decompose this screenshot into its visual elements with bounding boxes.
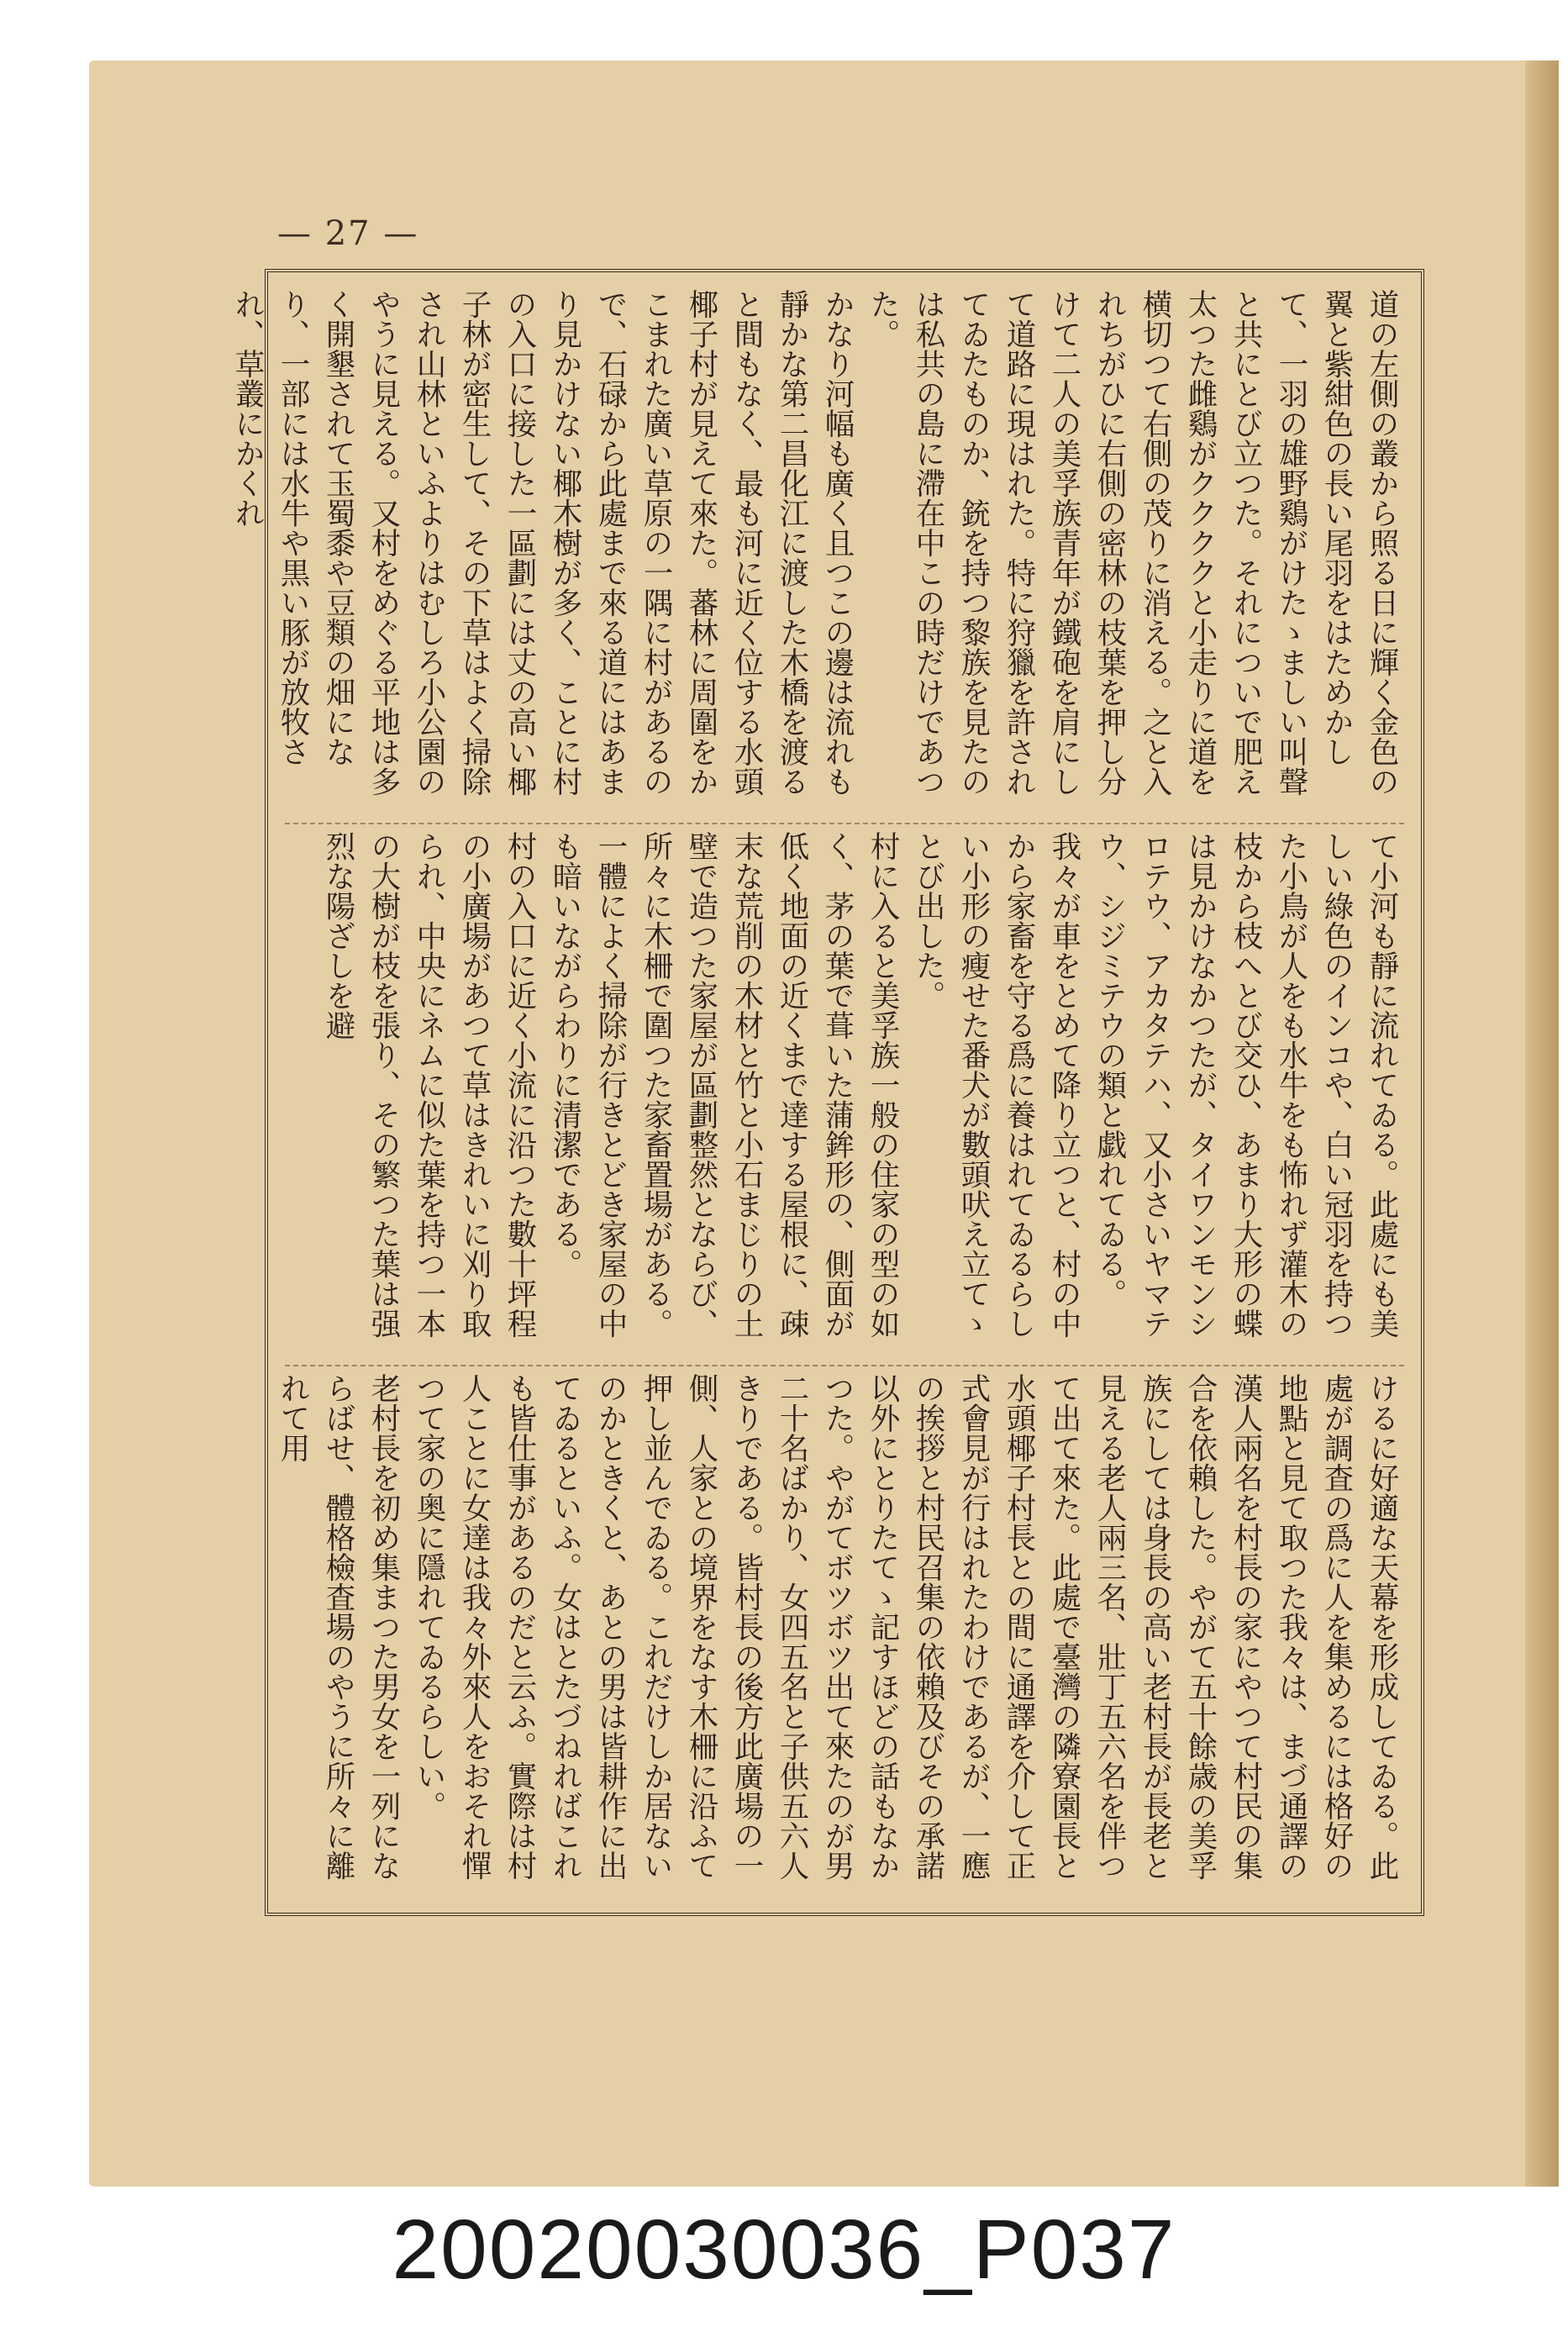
paragraph: 老村長を初め集まつた男女を一列にならばせ、體格檢査場のやうに所々に離れて用 xyxy=(276,1373,401,1881)
paragraph: かなり河幅も廣く且つこの邊は流れも靜かな第二昌化江に渡した木橋を渡ると間もなく、最も河に近く位する水頭椰子村が見えて來た。蕃林に周圍をかこまれた廣い草原の一隅に村があるので、石碌から此處まで來る道にはあまり見かけない椰木樹が多く、ことに村の入口に接した一區劃には丈の高い椰子林が密生して、その下草はよく掃除され山林といふよりはむしろ小公園のやうに見える。又村をめぐる平地は多く開墾されて玉蜀黍や豆類の畑になり、一部には水牛や黒い豚が放牧され、草叢にかくれ xyxy=(230,289,855,797)
book-spine xyxy=(1525,61,1559,2187)
band-divider xyxy=(285,1365,1404,1366)
band-divider xyxy=(285,823,1404,824)
paragraph: て小河も靜に流れてゐる。此處にも美しい綠色のインコや、白い冠羽を持つた小鳥が人をも水牛をも怖れず灌木の枝から枝へとび交ひ、あまり大形の蝶は見かけなかつたが、タイワンモンシロテウ、アカタテハ、又小さいヤマテウ、シジミテウの類と戯れてゐる。我々が車をとめて降り立つと、村の中から家畜を守る爲に養はれてゐるらしい小形の瘦せた番犬が數頭吠え立てゝとび出した。 xyxy=(911,831,1399,1339)
text-band-3 xyxy=(276,1373,1404,1903)
archive-id-caption: 20020030036_P037 xyxy=(392,2203,1176,2297)
paragraph: 村の入口に近く小流に沿つた數十坪程の小廣場があつて草はきれいに刈り取られ、中央にネムに似た葉を持つ一本の大樹が枝を張り、その繁つた葉は强烈な陽ざしを避 xyxy=(321,831,537,1339)
text-band-2 xyxy=(291,831,1404,1361)
page-number: — 27 — xyxy=(277,214,419,253)
text-frame xyxy=(230,269,1424,1916)
paragraph: 村に入ると美孚族一般の住家の型の如く、茅の葉で葺いた蒲鉾形の、側面が低く地面の近くまで達する屋根に、疎末な荒削の木材と竹と小石まじりの土壁で造つた家屋が區劃整然とならび、所々に木柵で圍つた家畜置場がある。一體によく掃除が行きとどき家屋の中も暗いながらわりに清潔である。 xyxy=(548,831,900,1339)
text-band-1 xyxy=(230,289,1404,819)
paragraph: 道の左側の叢から照る日に輝く金色の翼と紫紺色の長い尾羽をはためかして、一羽の雄野鷄がけたゝましい叫聲と共にとび立つた。それについで肥え太つた雌鷄がククククと小走りに道を横切つて右側の茂りに消える。之と入れちがひに右側の密林の枝葉を押し分けて二人の美孚族青年が鐵砲を肩にして道路に現はれた。特に狩獵を許されてゐたものか、銃を持つ黎族を見たのは私共の島に滯在中この時だけであつた。 xyxy=(866,289,1399,797)
paragraph: けるに好適な天幕を形成してゐる。此處が調査の爲に人を集めるには格好の地點と見て取つた我々は、まづ通譯の漢人兩名を村長の家にやつて村民の集合を依賴した。やがて五十餘歳の美孚族にしては身長の高い老村長が長老と見える老人兩三名、壯丁五六名を伴つて出て來た。此處で臺灣の隣寮園長と水頭椰子村長との間に通譯を介して正式會見が行はれたわけであるが、一應の挨拶と村民召集の依賴及びその承諾以外にとりたてゝ記すほどの話もなかつた。やがてボツボツ出て來たのが男二十名ばかり、女四五名と子供五六人きりである。皆村長の後方此廣場の一側、人家との境界をなす木柵に沿ふて押し並んでゐる。これだけしか居ないのかときくと、あとの男は皆耕作に出てゐるといふ。女はとたづねればこれも皆仕事があるのだと云ふ。實際は村人ことに女達は我々外來人をおそれ憚つて家の奥に隱れてゐるらしい。 xyxy=(412,1373,1399,1881)
